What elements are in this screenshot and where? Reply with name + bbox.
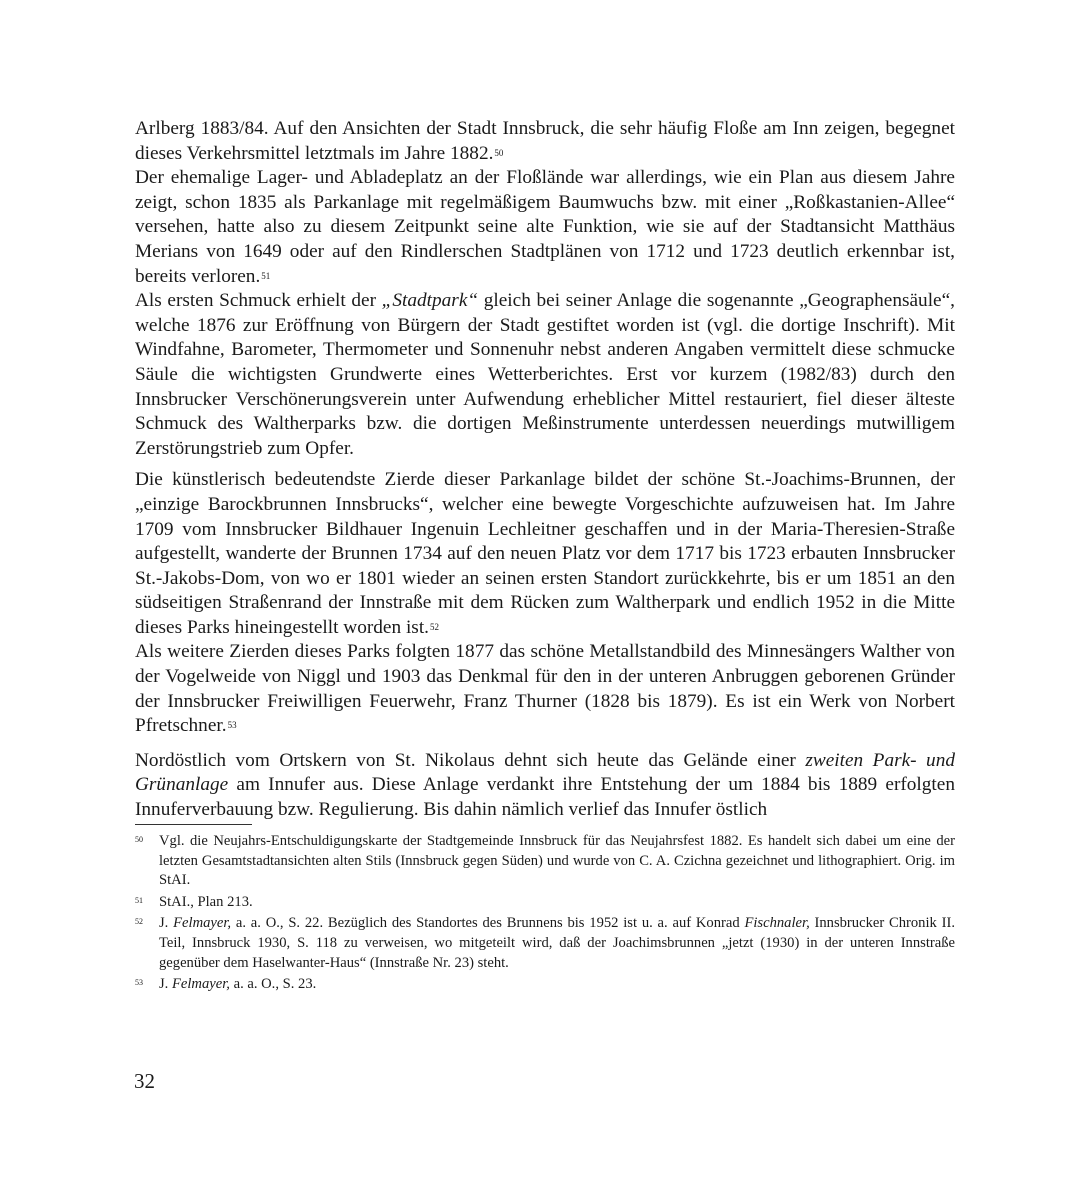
paragraph bbox=[135, 640, 955, 738]
italic-text: zweiten Park- und Grünanlage bbox=[135, 749, 955, 796]
text-run: Der ehemalige Lager- und Abladeplatz an der Floßlände war allerdings, wie ein Plan aus diesem Jahre zeigt, schon 1835 als Parkanlage mit regelmäßigem Baumwuchs bzw. mit einer „Roßkastanien-Allee“ versehen, hatte also zu diesem Zeitpunkt seine alte Funktion, wie sie auf der Stadtansicht Matthäus Merians von 1649 oder auf den Rindlerschen Stadtplänen von 1712 und 1723 deutlich erkennbar ist, bereits verloren. bbox=[135, 167, 955, 287]
text-run: a. a. O., S. 22. Bezüglich des Standortes des Brunnens bis 1952 ist u. a. auf Konrad bbox=[231, 915, 745, 932]
text-run: Arlberg 1883/84. Auf den Ansichten der Stadt Innsbruck, die sehr häufig Floße am Inn zeigen, begegnet dieses Verkehrsmittel letztmals im Jahre 1882. bbox=[135, 118, 955, 164]
paragraph bbox=[135, 117, 955, 166]
text-run: Nordöstlich vom Ortskern von St. Nikolaus dehnt sich heute das Gelände einer bbox=[135, 749, 806, 771]
text-run: Innsbrucker Chronik II. Teil, Innsbruck 1930, S. 118 zu verweisen, wo mitgeteilt wird, daß der Joachimsbrunnen „jetzt (1930) in der unteren Innstraße gegenüber dem Haselwanter-Haus“ (Innstraße Nr. 23) steht. bbox=[159, 915, 955, 971]
footnote-text bbox=[159, 914, 955, 973]
footnote bbox=[135, 832, 955, 891]
text-run: am Innufer aus. Diese Anlage verdankt ihre Entstehung der um 1884 bis 1889 erfolgten Innuferverbauung bzw. Regulierung. Bis dahin nämlich verlief das Innufer östlich bbox=[135, 774, 955, 821]
text-run: a. a. O., S. 23. bbox=[229, 976, 317, 993]
page-number: 32 bbox=[134, 1069, 155, 1093]
italic-text: Felmayer, bbox=[173, 915, 232, 932]
paragraph bbox=[135, 289, 955, 461]
footnote-text bbox=[159, 832, 955, 891]
footnote bbox=[135, 893, 955, 913]
footnote-number: 52 bbox=[135, 917, 143, 927]
italic-text: Fischnaler, bbox=[744, 915, 810, 932]
footnote-reference: 52 bbox=[430, 621, 439, 632]
text-run: gleich bei seiner Anlage die sogenannte „Geographensäule“, welche 1876 zur Eröffnung von Bürgern der Stadt gestiftet worden ist (vgl. die dortige Inschrift). Mit Windfahne, Barometer, Thermometer und Sonnenuhr nebst anderen Angaben vermittelt diese schmucke Säule die wichtigsten Grundwerte eines Wetterberichtes. Erst vor kurzem (1982/83) durch den Innsbrucker Verschönerungsverein unter Aufwendung erheblicher Mittel restauriert, fiel dieser älteste Schmuck des Waltherparks bzw. die dortigen Meßinstrumente unterdessen neuerdings mutwilligem Zerstörungstrieb zum Opfer. bbox=[135, 290, 955, 459]
footnote bbox=[135, 975, 955, 995]
italic-text: Felmayer, bbox=[171, 976, 230, 993]
footnote-text bbox=[159, 893, 955, 913]
paragraph bbox=[135, 468, 955, 640]
text-run: Als weitere Zierden dieses Parks folgten 1877 das schöne Metallstandbild des Minnesängers Walther von der Vogelweide von Niggl und 1903 das Denkmal für den in der unteren Anbruggen geborenen Gründer der Innsbrucker Freiwilligen Feuerwehr, Franz Thurner (1828 bis 1879). Es ist ein Werk von Norbert Pfretschner. bbox=[135, 641, 955, 737]
text-run: J. bbox=[159, 976, 172, 993]
text-run: Als ersten Schmuck erhielt der bbox=[135, 290, 382, 312]
footnote-number: 50 bbox=[135, 835, 143, 844]
text-run: StAI., Plan 213. bbox=[159, 893, 253, 910]
footnote-reference: 50 bbox=[494, 147, 504, 158]
footnote-reference: 51 bbox=[261, 270, 271, 281]
main-text bbox=[135, 117, 955, 823]
footnote-number: 53 bbox=[135, 978, 143, 988]
text-run: Die künstlerisch bedeutendste Zierde dieser Parkanlage bildet der schöne St.-Joachims-Brunnen, der „einzige Barockbrunnen Innsbrucks“, welcher eine bewegte Vorgeschichte aufzuweisen hat. Im Jahre 1709 vom Innsbrucker Bildhauer Ingenuin Lechleitner geschaffen und in der Maria-Theresien-Straße aufgestellt, wanderte der Brunnen 1734 auf den neuen Platz vor dem 1717 bis 1723 erbauten Innsbrucker St.-Jakobs-Dom, von wo er 1801 wieder an seinen ersten Standort zurückkehrte, bis er um 1851 an den südseitigen Straßenrand der Innstraße mit dem Rücken zum Waltherpark und endlich 1952 in die Mitte dieses Parks hineingestellt worden ist. bbox=[135, 469, 955, 638]
text-run: Vgl. die Neujahrs-Entschuldigungskarte der Stadtgemeinde Innsbruck für das Neujahrsfest 1882. Es handelt sich dabei um eine der letzten Gesamtstadtansichten alten Stils (Innsbruck gegen Süden) und wurde von C. A. Czichna gezeichnet und lithographiert. Orig. im StAI. bbox=[159, 833, 955, 889]
footnote-reference: 53 bbox=[227, 720, 237, 731]
paragraph bbox=[135, 166, 955, 289]
footnote-separator bbox=[135, 824, 252, 825]
footnote-text bbox=[159, 975, 955, 995]
footnote bbox=[135, 914, 955, 973]
paragraph bbox=[135, 749, 955, 823]
text-run: J. bbox=[159, 915, 174, 932]
italic-text: „Stadtpark“ bbox=[381, 290, 479, 312]
footnotes bbox=[135, 832, 955, 997]
footnote-number: 51 bbox=[135, 895, 143, 905]
